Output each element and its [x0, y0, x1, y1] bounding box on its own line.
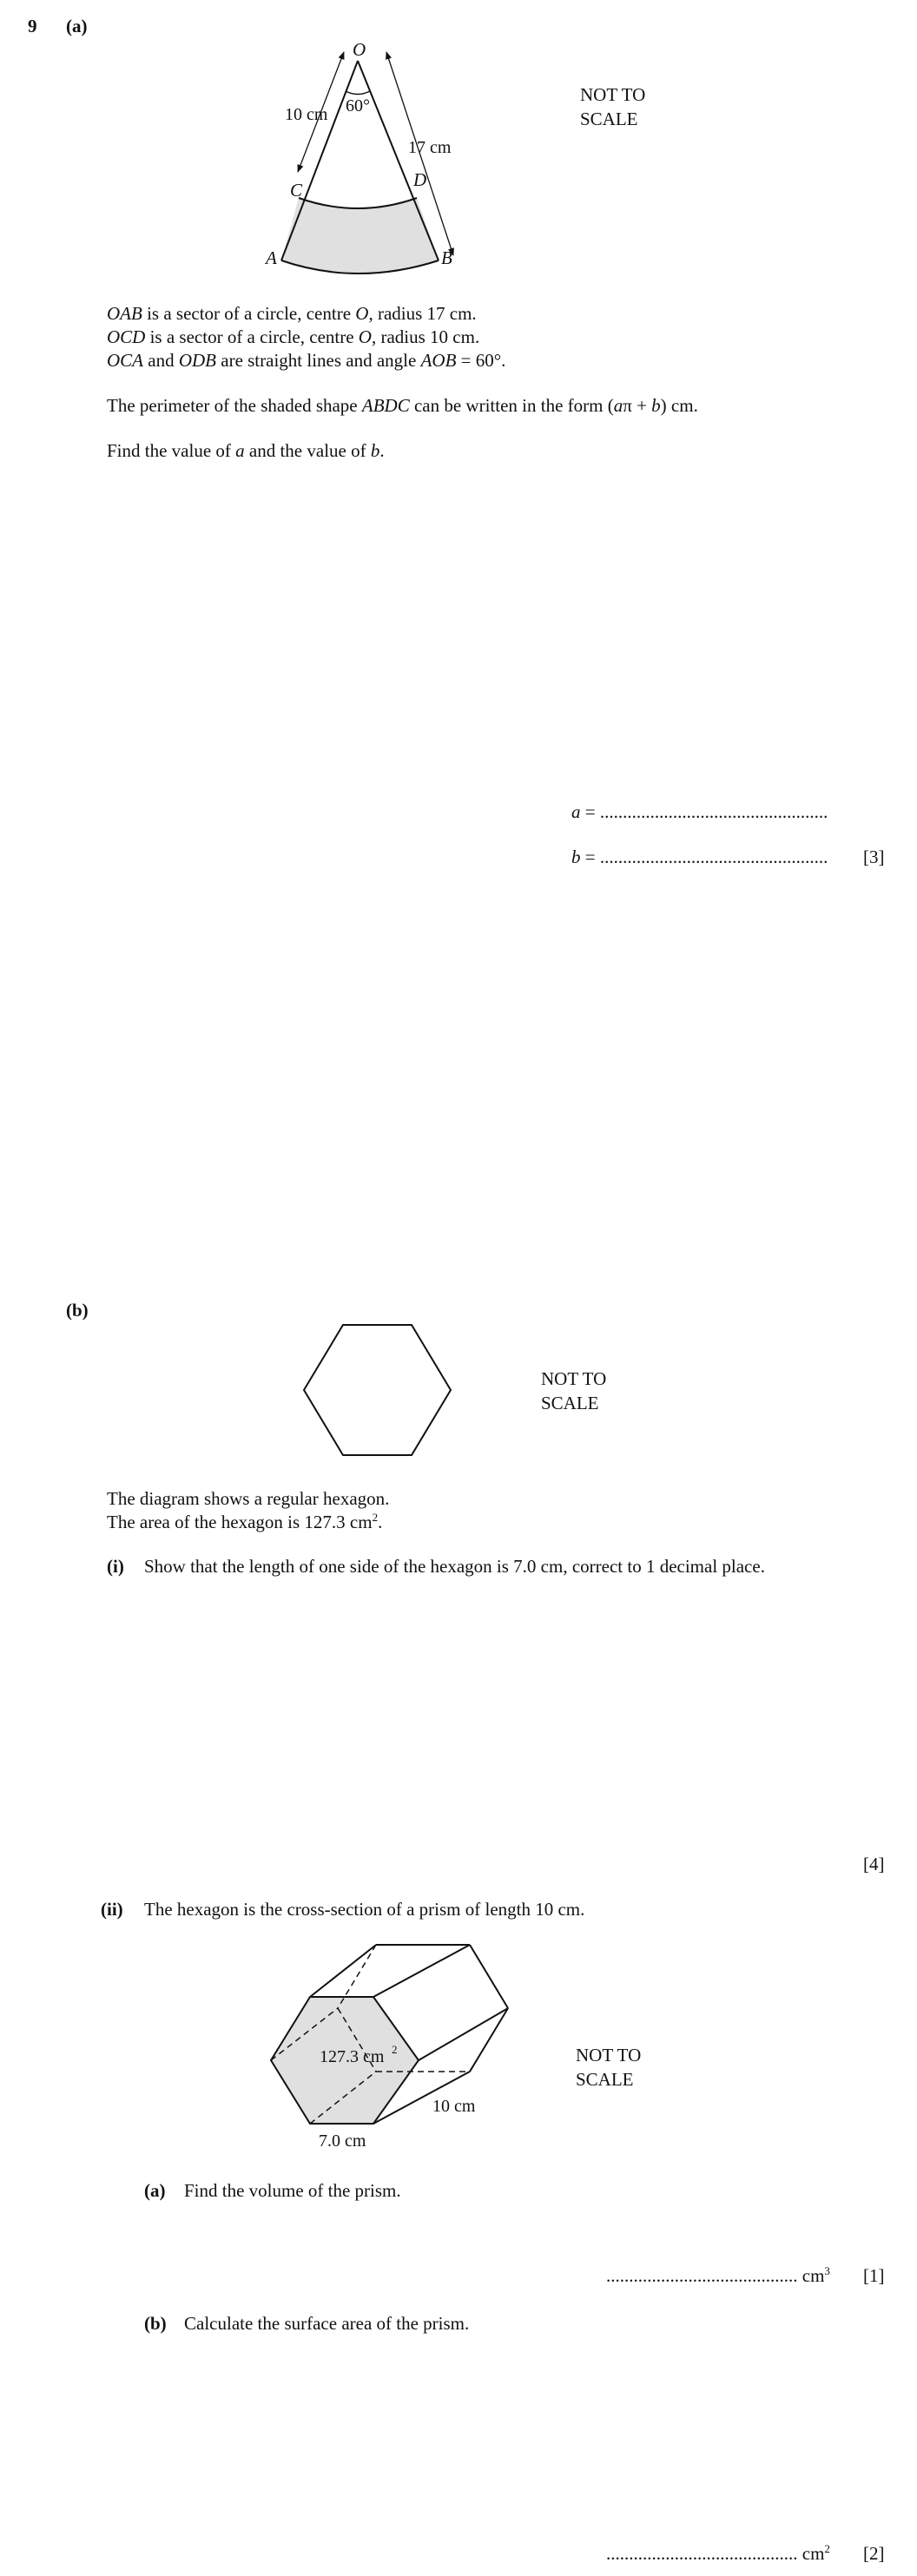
prism-area-label: 127.3 cm — [320, 2047, 385, 2066]
not-to-scale-prism-line1: NOT TO — [576, 2045, 642, 2065]
label-a: A — [266, 247, 277, 268]
sector-oab-statement: OAB is a sector of a circle, centre O, radius 17 cm. — [107, 303, 477, 324]
hexagon — [304, 1325, 451, 1455]
volume-answer-line[interactable]: .......................................... $cm^3$ — [606, 2264, 830, 2286]
label-angle: 60° — [346, 96, 370, 115]
part-b-label: (b) — [66, 1300, 89, 1321]
find-instruction: Find the value of a and the value of b. — [107, 440, 385, 461]
sub-ii-text: The hexagon is the cross-section of a prism of length 10 cm. — [144, 1899, 585, 1920]
not-to-scale-a-line2: SCALE — [580, 109, 638, 129]
prism-edge-top-right — [373, 1945, 470, 1997]
straight-lines-statement: OCA and ODB are straight lines and angle AOB = 60°. — [107, 350, 506, 371]
perimeter-statement: The perimeter of the shaded shape ABDC can be written in the form (aπ + b) cm. — [107, 395, 698, 416]
not-to-scale-a-line1: NOT TO — [580, 84, 646, 105]
sub-a-text: Find the volume of the prism. — [184, 2180, 401, 2201]
prism-edge-top-left — [310, 1945, 376, 1997]
sector-diagram — [0, 0, 917, 295]
volume-answer-dots[interactable]: .......................................... — [606, 2265, 798, 2286]
sub-b-text: Calculate the surface area of the prism. — [184, 2313, 470, 2334]
prism-area-sup: 2 — [392, 2043, 398, 2056]
label-d: D — [413, 169, 427, 190]
label-c: C — [290, 180, 303, 201]
answer-b-line[interactable]: b = .................................................. — [571, 847, 828, 867]
answer-b-dots[interactable]: .................................................. — [599, 847, 828, 867]
not-to-scale-b-line2: SCALE — [541, 1393, 599, 1413]
prism-back-upper-right — [470, 1945, 508, 2008]
question-number: 9 — [28, 16, 37, 36]
label-b: B — [441, 247, 452, 268]
hexagon-diagram — [0, 1311, 917, 1485]
label-10cm: 10 cm — [285, 105, 328, 124]
surface-area-answer-line[interactable]: .......................................... $cm^2$ — [606, 2542, 830, 2564]
hexagon-area-statement: The area of the hexagon is 127.3 $cm^2$. — [107, 1511, 383, 1532]
sub-a-label: (a) — [144, 2180, 166, 2201]
label-o: O — [353, 39, 366, 60]
shaded-region — [281, 198, 439, 273]
marks-sub-b: [2] — [863, 2543, 885, 2564]
sub-b-label: (b) — [144, 2313, 167, 2334]
part-a-label: (a) — [66, 16, 88, 36]
not-to-scale-prism-line2: SCALE — [576, 2069, 634, 2090]
prism-edge-right — [419, 2008, 508, 2060]
prism-side-label: 7.0 cm — [319, 2131, 366, 2151]
prism-diagram — [0, 1927, 917, 2153]
surface-area-answer-dots[interactable]: .......................................... — [606, 2543, 798, 2564]
sub-ii-label: (ii) — [101, 1899, 123, 1920]
prism-length-label: 10 cm — [432, 2097, 476, 2116]
prism-back-lower-right — [470, 2008, 508, 2072]
marks-part-a: [3] — [863, 847, 885, 867]
not-to-scale-b-line1: NOT TO — [541, 1368, 607, 1389]
marks-sub-i: [4] — [863, 1854, 885, 1874]
sub-i-label: (i) — [107, 1556, 124, 1577]
sector-ocd-statement: OCD is a sector of a circle, centre O, radius 10 cm. — [107, 326, 480, 347]
marks-sub-a: [1] — [863, 2265, 885, 2286]
answer-a-line[interactable]: a = .................................................. — [571, 801, 828, 822]
sub-i-text: Show that the length of one side of the hexagon is 7.0 cm, correct to 1 decimal place. — [144, 1556, 765, 1577]
angle-arc — [346, 91, 370, 95]
answer-a-dots[interactable]: .................................................. — [599, 801, 828, 822]
label-17cm: 17 cm — [408, 138, 452, 157]
hexagon-statement: The diagram shows a regular hexagon. — [107, 1488, 390, 1509]
